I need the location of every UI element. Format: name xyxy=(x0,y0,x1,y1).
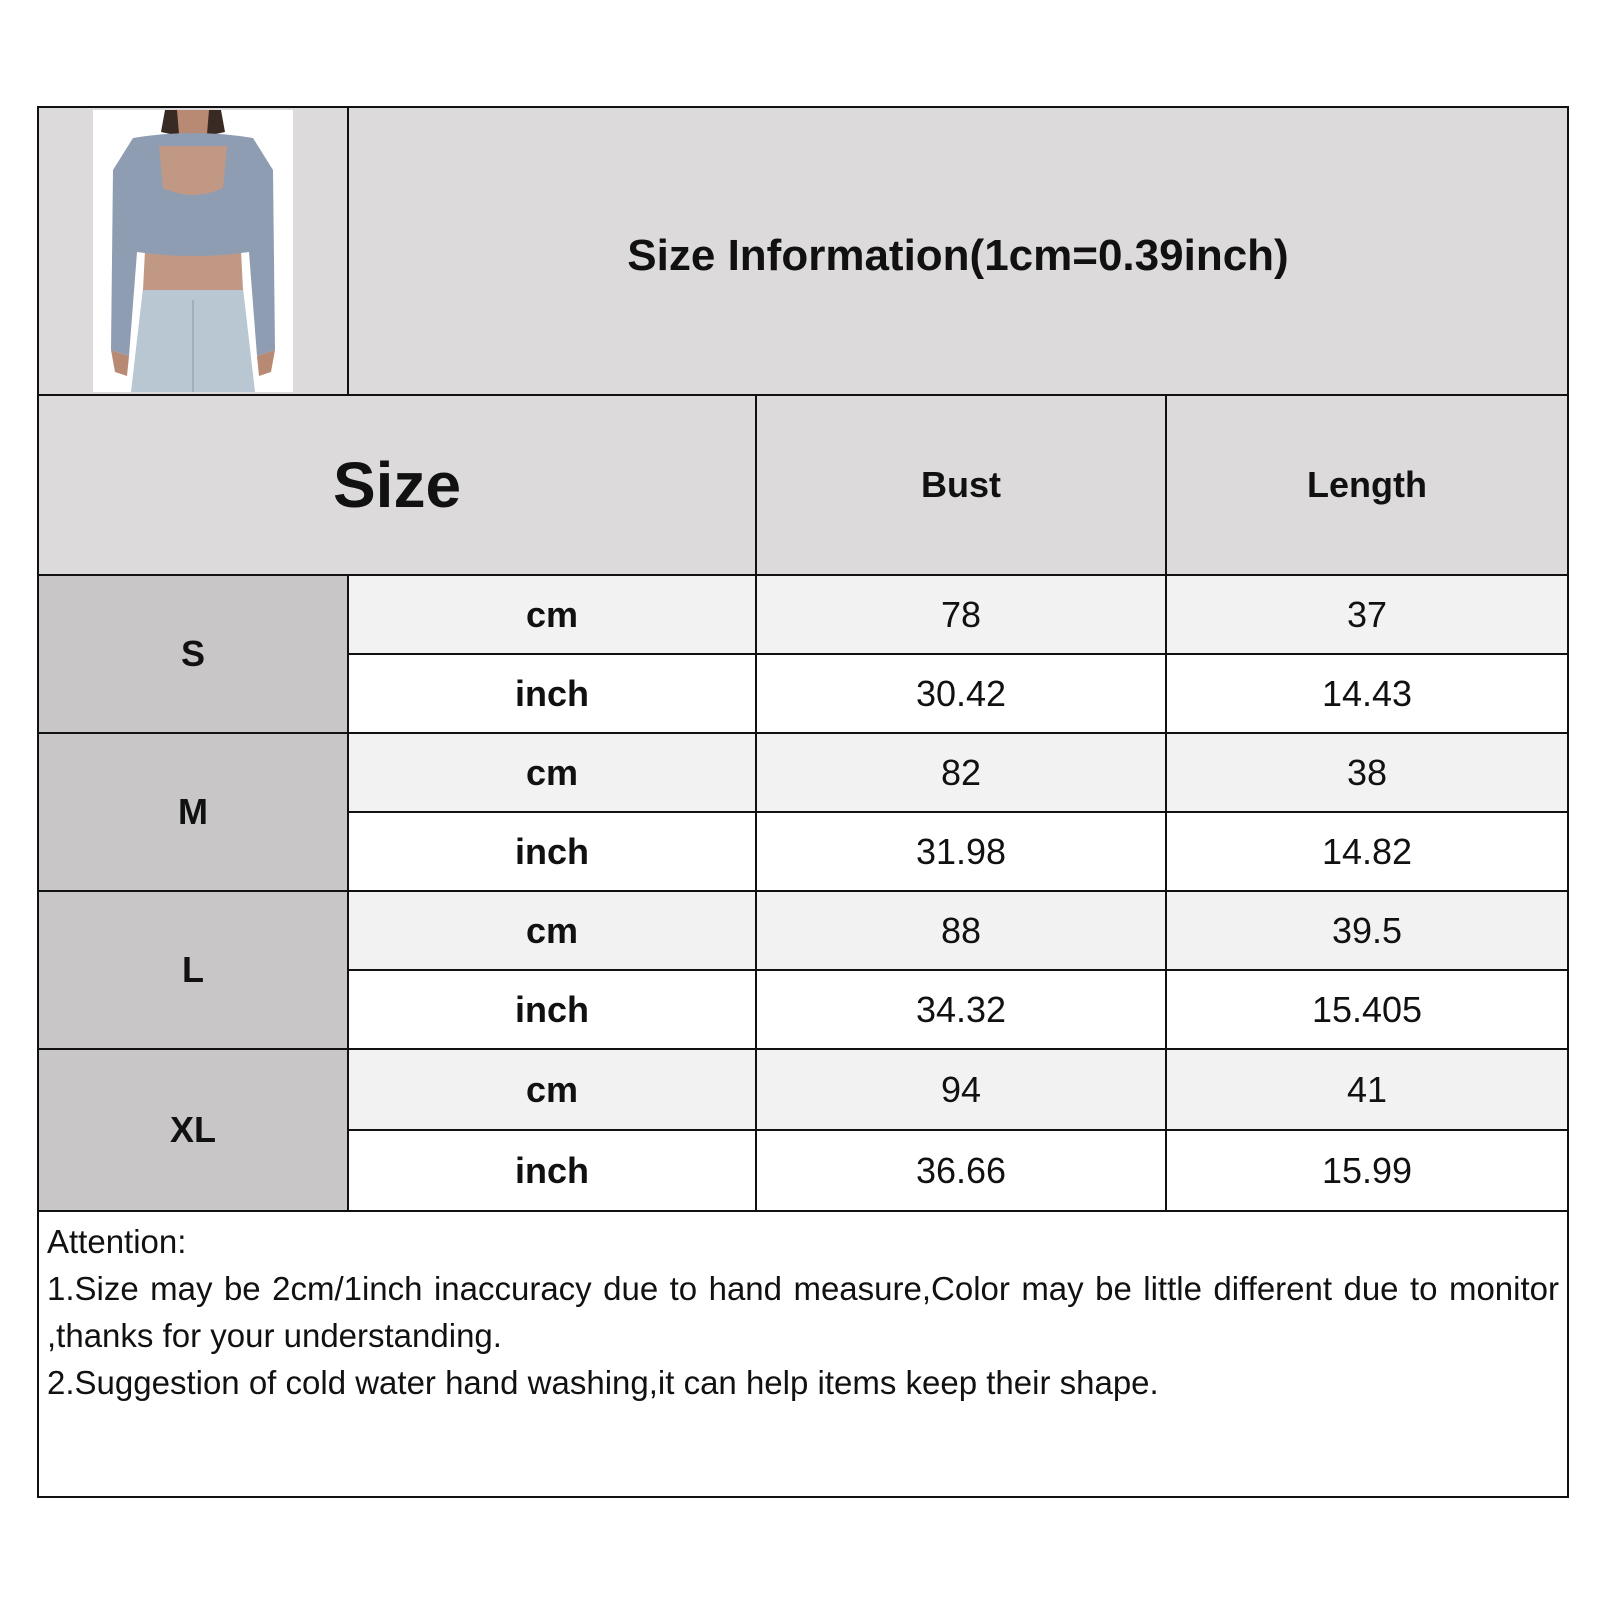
unit-inch: inch xyxy=(349,1131,757,1212)
value-length: 15.405 xyxy=(1167,971,1567,1050)
notes-heading: Attention: xyxy=(47,1223,187,1260)
unit-cm: cm xyxy=(349,1050,757,1131)
value-bust: 30.42 xyxy=(757,655,1167,734)
attention-notes xyxy=(39,1212,1567,1496)
value-length: 14.82 xyxy=(1167,813,1567,892)
value-length: 41 xyxy=(1167,1050,1567,1131)
value-bust: 82 xyxy=(757,734,1167,813)
size-label-xl: XL xyxy=(39,1050,349,1212)
size-label-s: S xyxy=(39,576,349,734)
size-label-m: M xyxy=(39,734,349,892)
value-bust: 88 xyxy=(757,892,1167,971)
unit-inch: inch xyxy=(349,813,757,892)
notes-line-1: 1.Size may be 2cm/1inch inaccuracy due to hand measure,Color may be little different due to monitor ,thanks for your understanding. xyxy=(47,1270,1559,1354)
unit-cm: cm xyxy=(349,734,757,813)
unit-cm: cm xyxy=(349,892,757,971)
value-bust: 94 xyxy=(757,1050,1167,1131)
size-label-l: L xyxy=(39,892,349,1050)
unit-inch: inch xyxy=(349,655,757,734)
notes-line-2: 2.Suggestion of cold water hand washing,it can help items keep their shape. xyxy=(47,1364,1159,1401)
value-bust: 36.66 xyxy=(757,1131,1167,1212)
value-length: 39.5 xyxy=(1167,892,1567,971)
value-length: 14.43 xyxy=(1167,655,1567,734)
value-bust: 34.32 xyxy=(757,971,1167,1050)
value-length: 15.99 xyxy=(1167,1131,1567,1212)
value-bust: 31.98 xyxy=(757,813,1167,892)
unit-cm: cm xyxy=(349,576,757,655)
chart-title: Size Information(1cm=0.39inch) xyxy=(349,108,1567,396)
product-photo xyxy=(39,108,349,396)
value-length: 38 xyxy=(1167,734,1567,813)
header-bust: Bust xyxy=(757,396,1167,576)
header-length: Length xyxy=(1167,396,1567,576)
header-size: Size xyxy=(39,396,757,576)
value-length: 37 xyxy=(1167,576,1567,655)
unit-inch: inch xyxy=(349,971,757,1050)
model-cropped-top-icon xyxy=(93,110,293,392)
size-chart xyxy=(37,106,1569,1498)
value-bust: 78 xyxy=(757,576,1167,655)
